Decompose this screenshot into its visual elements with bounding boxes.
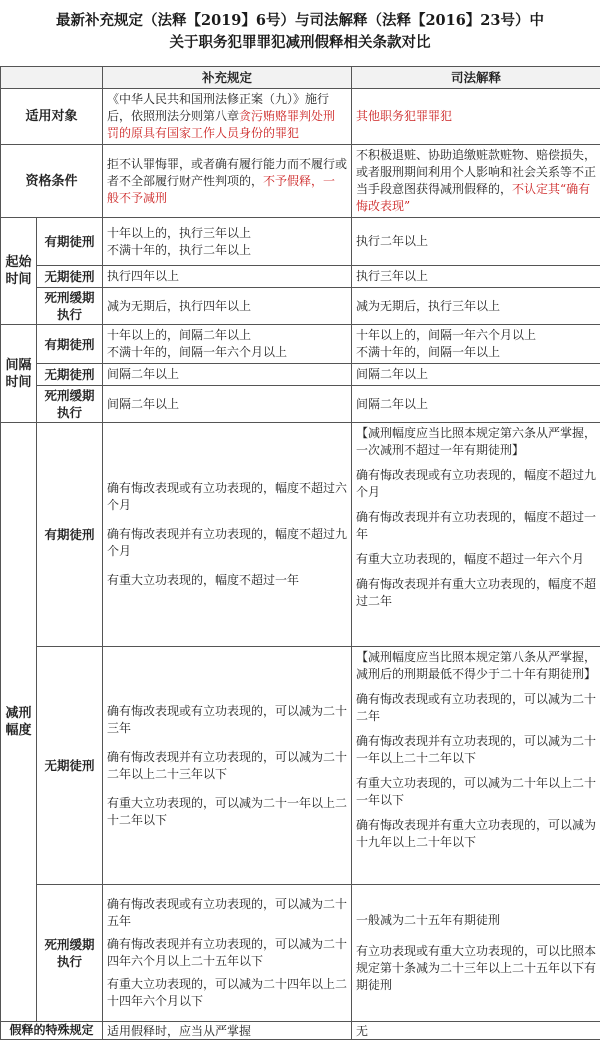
reduction-fixed-supp-2: 确有悔改表现并有立功表现的，幅度不超过九个月 bbox=[107, 526, 347, 560]
label-start-death: 死刑缓期执行 bbox=[37, 288, 103, 325]
qualification-supp-text: 拒不认罪悔罪，或者确有履行能力而不履行或者不全部履行财产性判项的， bbox=[107, 157, 347, 188]
reduction-fixed-judicial-3: 有重大立功表现的，幅度不超过一年六个月 bbox=[356, 551, 596, 568]
label-applicable: 适用对象 bbox=[1, 89, 103, 145]
reduction-death-judicial-1: 一般减为二十五年有期徒刑 bbox=[356, 912, 596, 929]
reduction-life-judicial-3: 有重大立功表现的，可以减为二十年以上二十一年以下 bbox=[356, 775, 596, 809]
reduction-fixed-judicial-1: 确有悔改表现或有立功表现的，幅度不超过九个月 bbox=[356, 467, 596, 501]
parole-supp: 适用假释时，应当从严掌握 bbox=[103, 1022, 352, 1040]
reduction-fixed-supp-1: 确有悔改表现或有立功表现的，幅度不超过六个月 bbox=[107, 480, 347, 514]
label-start-life: 无期徒刑 bbox=[37, 266, 103, 288]
reduction-fixed-judicial bbox=[352, 423, 600, 647]
title-line-2: 关于职务犯罪罪犯减刑假释相关条款对比 bbox=[0, 32, 600, 54]
row-interval-death bbox=[1, 386, 600, 423]
start-death-supp: 减为无期后，执行四年以上 bbox=[103, 288, 352, 325]
label-reduction-fixed: 有期徒刑 bbox=[37, 423, 103, 647]
label-reduction: 减刑幅度 bbox=[1, 423, 37, 1022]
row-start-death bbox=[1, 288, 600, 325]
qualification-supp-highlight: 不予假释，一般不予减刑 bbox=[107, 174, 335, 205]
label-interval-life: 无期徒刑 bbox=[37, 364, 103, 386]
label-qualification: 资格条件 bbox=[1, 145, 103, 218]
interval-fixed-judicial bbox=[352, 325, 600, 364]
label-parole: 假释的特殊规定 bbox=[1, 1022, 103, 1040]
interval-life-judicial: 间隔二年以上 bbox=[352, 364, 600, 386]
applicable-supp-highlight: 贪污贿赂罪判处刑罚的原具有国家工作人员身份的罪犯 bbox=[107, 109, 335, 140]
qualification-supp bbox=[103, 145, 352, 218]
comparison-table bbox=[0, 66, 600, 1040]
reduction-life-judicial-0: 【减刑幅度应当比照本规定第八条从严掌握，减刑后的刑期最低不得少于二十年有期徒刑】 bbox=[356, 649, 596, 683]
reduction-death-supp-3: 有重大立功表现的，可以减为二十四年以上二十四年六个月以下 bbox=[107, 976, 347, 1010]
start-fixed-supp-2: 不满十年的，执行二年以上 bbox=[107, 242, 347, 259]
start-life-judicial: 执行三年以上 bbox=[352, 266, 600, 288]
label-interval-death: 死刑缓期执行 bbox=[37, 386, 103, 423]
reduction-life-supp bbox=[103, 647, 352, 885]
header-blank-cell bbox=[1, 67, 103, 89]
row-parole bbox=[1, 1022, 600, 1040]
parole-judicial: 无 bbox=[352, 1022, 600, 1040]
reduction-fixed-judicial-4: 确有悔改表现并有重大立功表现的，幅度不超过二年 bbox=[356, 576, 596, 610]
reduction-fixed-judicial-2: 确有悔改表现并有立功表现的，幅度不超过一年 bbox=[356, 509, 596, 543]
reduction-death-supp-2: 确有悔改表现并有立功表现的，可以减为二十四年六个月以上二十五年以下 bbox=[107, 936, 347, 970]
start-death-judicial: 减为无期后，执行三年以上 bbox=[352, 288, 600, 325]
interval-death-supp: 间隔二年以上 bbox=[103, 386, 352, 423]
applicable-judicial: 其他职务犯罪罪犯 bbox=[352, 89, 600, 145]
label-reduction-life: 无期徒刑 bbox=[37, 647, 103, 885]
label-interval-time: 间隔时间 bbox=[1, 325, 37, 423]
reduction-fixed-supp bbox=[103, 423, 352, 647]
reduction-death-supp bbox=[103, 885, 352, 1022]
interval-fixed-judicial-1: 十年以上的，间隔一年六个月以上 bbox=[356, 327, 596, 344]
row-start-fixed bbox=[1, 218, 600, 266]
interval-fixed-supp bbox=[103, 325, 352, 364]
row-reduction-death bbox=[1, 885, 600, 1022]
start-life-supp: 执行四年以上 bbox=[103, 266, 352, 288]
reduction-fixed-supp-3: 有重大立功表现的，幅度不超过一年 bbox=[107, 572, 347, 589]
row-qualification bbox=[1, 145, 600, 218]
label-start-fixed: 有期徒刑 bbox=[37, 218, 103, 266]
label-start-time: 起始时间 bbox=[1, 218, 37, 325]
qualification-judicial bbox=[352, 145, 600, 218]
label-reduction-death: 死刑缓期执行 bbox=[37, 885, 103, 1022]
row-applicable bbox=[1, 89, 600, 145]
row-interval-life bbox=[1, 364, 600, 386]
row-reduction-life bbox=[1, 647, 600, 885]
document-title bbox=[0, 0, 600, 66]
reduction-life-supp-2: 确有悔改表现并有立功表现的，可以减为二十二年以上二十三年以下 bbox=[107, 749, 347, 783]
reduction-life-supp-1: 确有悔改表现或有立功表现的，可以减为二十三年 bbox=[107, 703, 347, 737]
interval-death-judicial: 间隔二年以上 bbox=[352, 386, 600, 423]
interval-fixed-supp-2: 不满十年的，间隔一年六个月以上 bbox=[107, 344, 347, 361]
reduction-fixed-judicial-0: 【减刑幅度应当比照本规定第六条从严掌握，一次减刑不超过一年有期徒刑】 bbox=[356, 425, 596, 459]
qualification-judicial-text: 不积极退赃、协助追缴赃款赃物、赔偿损失，或者服刑期间利用个人影响和社会关系等不正当手段意图获得减刑假释的， bbox=[356, 148, 596, 196]
reduction-death-judicial-2: 有立功表现或有重大立功表现的，可以比照本规定第十条减为二十三年以上二十五年以下有期徒刑 bbox=[356, 943, 596, 994]
reduction-life-judicial bbox=[352, 647, 600, 885]
reduction-death-judicial bbox=[352, 885, 600, 1022]
header-row bbox=[1, 67, 600, 89]
reduction-life-judicial-1: 确有悔改表现或有立功表现的，可以减为二十二年 bbox=[356, 691, 596, 725]
start-fixed-supp-1: 十年以上的，执行三年以上 bbox=[107, 225, 347, 242]
reduction-life-judicial-4: 确有悔改表现并有重大立功表现的，可以减为十九年以上二十年以下 bbox=[356, 817, 596, 851]
row-reduction-fixed bbox=[1, 423, 600, 647]
start-fixed-supp bbox=[103, 218, 352, 266]
applicable-supp bbox=[103, 89, 352, 145]
interval-fixed-supp-1: 十年以上的，间隔二年以上 bbox=[107, 327, 347, 344]
header-judicial: 司法解释 bbox=[352, 67, 600, 89]
row-start-life bbox=[1, 266, 600, 288]
reduction-death-supp-1: 确有悔改表现或有立功表现的，可以减为二十五年 bbox=[107, 896, 347, 930]
label-interval-fixed: 有期徒刑 bbox=[37, 325, 103, 364]
interval-life-supp: 间隔二年以上 bbox=[103, 364, 352, 386]
title-line-1: 最新补充规定（法释【2019】6号）与司法解释（法释【2016】23号）中 bbox=[0, 10, 600, 32]
qualification-judicial-highlight: 不认定其“确有悔改表现” bbox=[356, 182, 590, 213]
header-supplementary: 补充规定 bbox=[103, 67, 352, 89]
reduction-life-supp-3: 有重大立功表现的，可以减为二十一年以上二十二年以下 bbox=[107, 795, 347, 829]
applicable-supp-text: 《中华人民共和国刑法修正案（九）》施行后，依照刑法分则第八章 bbox=[107, 92, 329, 123]
reduction-life-judicial-2: 确有悔改表现并有立功表现的，可以减为二十一年以上二十二年以下 bbox=[356, 733, 596, 767]
row-interval-fixed bbox=[1, 325, 600, 364]
start-fixed-judicial: 执行二年以上 bbox=[352, 218, 600, 266]
interval-fixed-judicial-2: 不满十年的，间隔一年以上 bbox=[356, 344, 596, 361]
